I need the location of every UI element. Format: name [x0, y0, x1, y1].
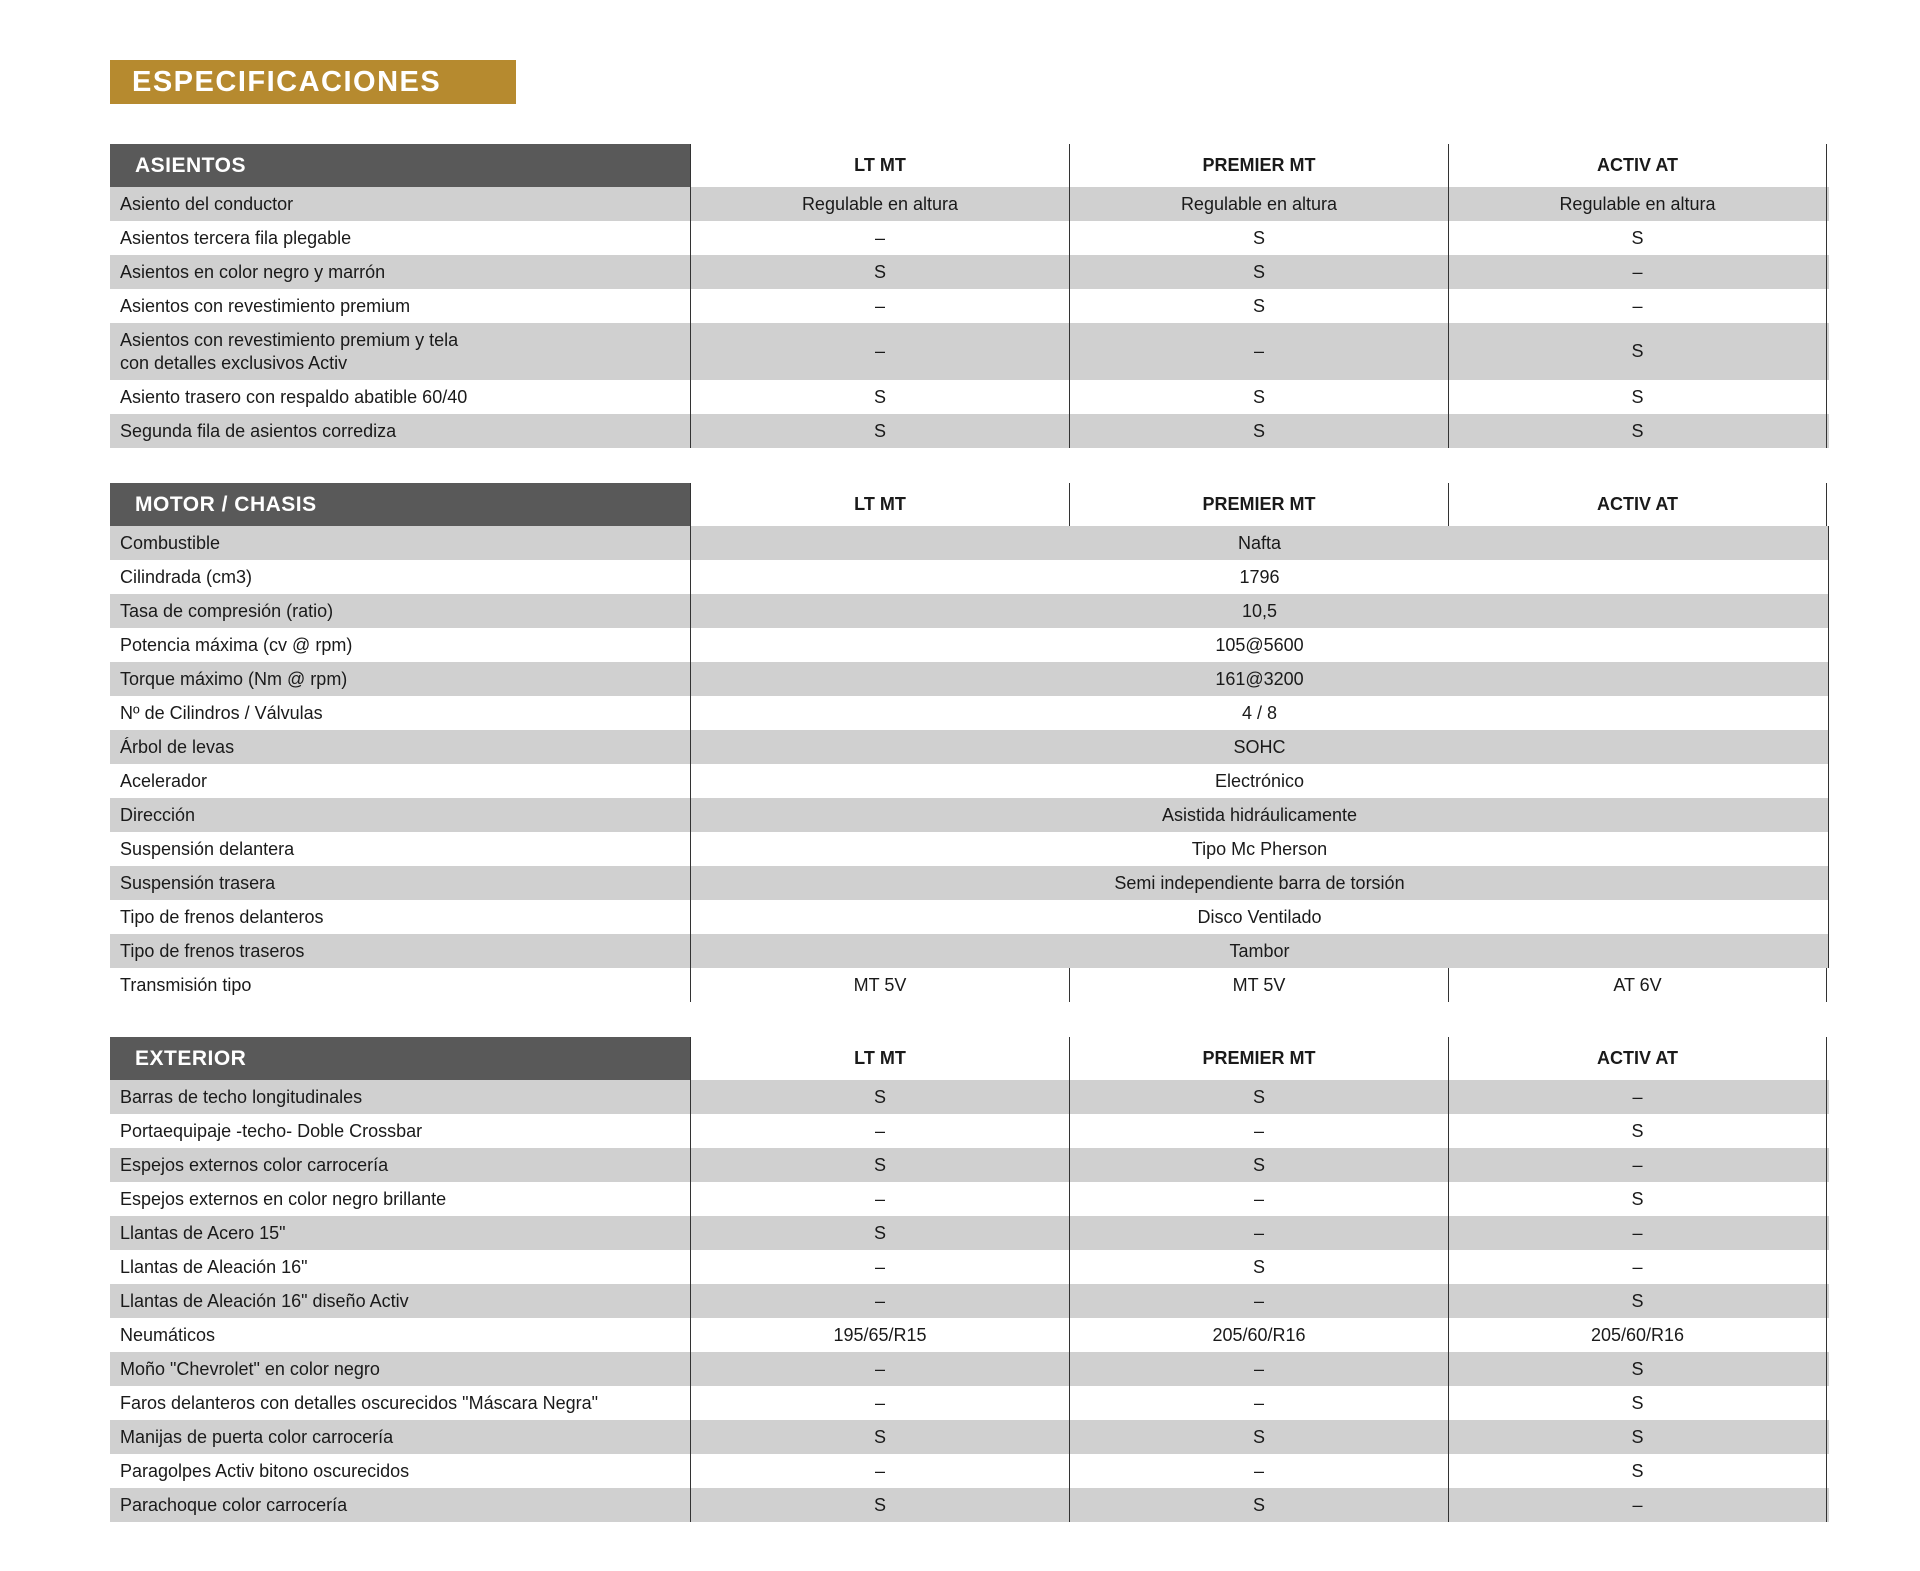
row-value: – [1069, 1352, 1448, 1386]
row-label: Llantas de Acero 15" [120, 1222, 286, 1243]
row-value: S [690, 1216, 1069, 1250]
section-exterior [110, 1037, 1829, 1522]
table-row [110, 1488, 1829, 1522]
table-row [110, 832, 1829, 866]
row-value: S [690, 380, 1069, 414]
row-label: Faros delanteros con detalles oscurecidos "Máscara Negra" [120, 1392, 599, 1413]
row-value: S [1069, 1080, 1448, 1114]
table-row [110, 798, 1829, 832]
table-row [110, 1250, 1829, 1284]
row-value: MT 5V [1069, 968, 1448, 1002]
table-row [110, 380, 1829, 414]
row-value: – [1448, 1216, 1827, 1250]
row-label: Llantas de Aleación 16" [120, 1256, 308, 1277]
table-row [110, 289, 1829, 323]
row-label: Potencia máxima (cv @ rpm) [120, 634, 353, 655]
row-value: Regulable en altura [1448, 187, 1827, 221]
row-value: – [690, 1386, 1069, 1420]
row-value: – [690, 289, 1069, 323]
row-label: Suspensión delantera [120, 838, 295, 859]
row-value: – [1069, 323, 1448, 380]
row-value: 105@5600 [690, 628, 1829, 662]
table-row [110, 968, 1829, 1002]
row-label: Tasa de compresión (ratio) [120, 600, 334, 621]
row-label: Acelerador [120, 770, 208, 791]
row-value: S [1448, 221, 1827, 255]
row-value: S [690, 1080, 1069, 1114]
row-value: – [1448, 1148, 1827, 1182]
row-value: S [690, 1148, 1069, 1182]
row-value: S [1448, 1182, 1827, 1216]
column-header: ACTIV AT [1448, 144, 1827, 187]
row-label: Manijas de puerta color carrocería [120, 1426, 394, 1447]
column-header: ACTIV AT [1448, 483, 1827, 526]
row-value: – [1069, 1216, 1448, 1250]
row-value: MT 5V [690, 968, 1069, 1002]
page-title: ESPECIFICACIONES [110, 60, 516, 104]
row-value: S [1069, 221, 1448, 255]
table-row [110, 1080, 1829, 1114]
row-value: S [1448, 1352, 1827, 1386]
row-value: Tipo Mc Pherson [690, 832, 1829, 866]
section-motor-chasis [110, 483, 1829, 1002]
row-label: Asientos con revestimiento premium [120, 295, 411, 316]
row-value: S [1069, 1148, 1448, 1182]
table-row [110, 900, 1829, 934]
column-header: LT MT [690, 1037, 1069, 1080]
row-value: S [1448, 414, 1827, 448]
row-label: Asiento trasero con respaldo abatible 60/40 [120, 386, 468, 407]
row-label: Cilindrada (cm3) [120, 566, 253, 587]
table-row [110, 934, 1829, 968]
row-value: Asistida hidráulicamente [690, 798, 1829, 832]
table-row [110, 662, 1829, 696]
row-label: Espejos externos color carrocería [120, 1154, 389, 1175]
row-value: S [1448, 1454, 1827, 1488]
row-value: S [1069, 1420, 1448, 1454]
row-value: – [1069, 1284, 1448, 1318]
row-value: S [1069, 1488, 1448, 1522]
row-label: Transmisión tipo [120, 974, 252, 995]
row-label: Tipo de frenos delanteros [120, 906, 324, 927]
row-value: Regulable en altura [690, 187, 1069, 221]
row-value: – [1069, 1114, 1448, 1148]
row-value: S [1448, 1386, 1827, 1420]
row-label: Asientos en color negro y marrón [120, 261, 386, 282]
row-label: Combustible [120, 532, 221, 553]
row-value: – [1069, 1386, 1448, 1420]
row-value: S [690, 1420, 1069, 1454]
table-row [110, 1216, 1829, 1250]
column-header: PREMIER MT [1069, 483, 1448, 526]
section-header [110, 483, 1829, 526]
row-value: – [1069, 1454, 1448, 1488]
row-label: Neumáticos [120, 1324, 216, 1345]
row-value: – [690, 323, 1069, 380]
table-row [110, 526, 1829, 560]
row-label: Asientos con revestimiento premium y tela con detalles exclusivos Activ [120, 329, 459, 373]
column-header: LT MT [690, 483, 1069, 526]
row-value: S [1448, 1420, 1827, 1454]
row-label: Nº de Cilindros / Válvulas [120, 702, 323, 723]
row-value: – [1448, 255, 1827, 289]
row-value: S [690, 255, 1069, 289]
row-value: S [1448, 323, 1827, 380]
table-row [110, 730, 1829, 764]
row-value: – [690, 221, 1069, 255]
row-label: Paragolpes Activ bitono oscurecidos [120, 1460, 410, 1481]
row-value: Nafta [690, 526, 1829, 560]
table-row [110, 696, 1829, 730]
row-label: Dirección [120, 804, 196, 825]
row-value: Disco Ventilado [690, 900, 1829, 934]
row-value: – [1448, 1250, 1827, 1284]
row-value: SOHC [690, 730, 1829, 764]
row-value: AT 6V [1448, 968, 1827, 1002]
section-header [110, 144, 1829, 187]
row-value: S [1069, 255, 1448, 289]
row-value: 1796 [690, 560, 1829, 594]
column-header: PREMIER MT [1069, 144, 1448, 187]
section-title: MOTOR / CHASIS [110, 483, 690, 526]
table-row [110, 1352, 1829, 1386]
table-row [110, 866, 1829, 900]
table-row [110, 414, 1829, 448]
table-row [110, 1182, 1829, 1216]
row-value: – [1448, 289, 1827, 323]
row-value: – [690, 1352, 1069, 1386]
row-value: Regulable en altura [1069, 187, 1448, 221]
row-value: S [1069, 414, 1448, 448]
row-label: Portaequipaje -techo- Doble Crossbar [120, 1120, 423, 1141]
row-value: 195/65/R15 [690, 1318, 1069, 1352]
row-value: S [1069, 289, 1448, 323]
row-value: 161@3200 [690, 662, 1829, 696]
row-value: Electrónico [690, 764, 1829, 798]
row-value: S [690, 414, 1069, 448]
row-value: S [1448, 380, 1827, 414]
row-value: – [1448, 1080, 1827, 1114]
row-label: Llantas de Aleación 16" diseño Activ [120, 1290, 409, 1311]
table-row [110, 560, 1829, 594]
row-label: Asientos tercera fila plegable [120, 227, 352, 248]
row-value: – [690, 1454, 1069, 1488]
row-value: 4 / 8 [690, 696, 1829, 730]
section-header [110, 1037, 1829, 1080]
row-label: Árbol de levas [120, 736, 235, 757]
section-title: EXTERIOR [110, 1037, 690, 1080]
row-value: 205/60/R16 [1069, 1318, 1448, 1352]
section-asientos [110, 144, 1829, 448]
table-row [110, 255, 1829, 289]
row-value: S [1448, 1284, 1827, 1318]
table-row [110, 764, 1829, 798]
table-row [110, 1284, 1829, 1318]
row-value: S [1069, 380, 1448, 414]
table-row [110, 323, 1829, 380]
row-value: S [1069, 1250, 1448, 1284]
row-label: Tipo de frenos traseros [120, 940, 305, 961]
table-row [110, 628, 1829, 662]
row-label: Asiento del conductor [120, 193, 294, 214]
row-value: Tambor [690, 934, 1829, 968]
column-header: PREMIER MT [1069, 1037, 1448, 1080]
row-value: – [1448, 1488, 1827, 1522]
table-row [110, 221, 1829, 255]
table-row [110, 1114, 1829, 1148]
row-value: 205/60/R16 [1448, 1318, 1827, 1352]
table-row [110, 1318, 1829, 1352]
row-value: 10,5 [690, 594, 1829, 628]
row-value: – [690, 1114, 1069, 1148]
row-label: Espejos externos en color negro brillante [120, 1188, 447, 1209]
row-value: – [690, 1284, 1069, 1318]
table-row [110, 1148, 1829, 1182]
table-row [110, 1386, 1829, 1420]
row-value: Semi independiente barra de torsión [690, 866, 1829, 900]
table-row [110, 594, 1829, 628]
row-value: – [690, 1250, 1069, 1284]
row-value: S [690, 1488, 1069, 1522]
row-label: Barras de techo longitudinales [120, 1086, 363, 1107]
row-label: Torque máximo (Nm @ rpm) [120, 668, 348, 689]
row-label: Suspensión trasera [120, 872, 276, 893]
table-row [110, 1420, 1829, 1454]
table-row [110, 187, 1829, 221]
row-value: – [690, 1182, 1069, 1216]
column-header: LT MT [690, 144, 1069, 187]
row-value: – [1069, 1182, 1448, 1216]
column-header: ACTIV AT [1448, 1037, 1827, 1080]
row-label: Parachoque color carrocería [120, 1494, 348, 1515]
table-row [110, 1454, 1829, 1488]
section-title: ASIENTOS [110, 144, 690, 187]
row-label: Moño "Chevrolet" en color negro [120, 1358, 380, 1379]
row-value: S [1448, 1114, 1827, 1148]
row-label: Segunda fila de asientos corrediza [120, 420, 397, 441]
